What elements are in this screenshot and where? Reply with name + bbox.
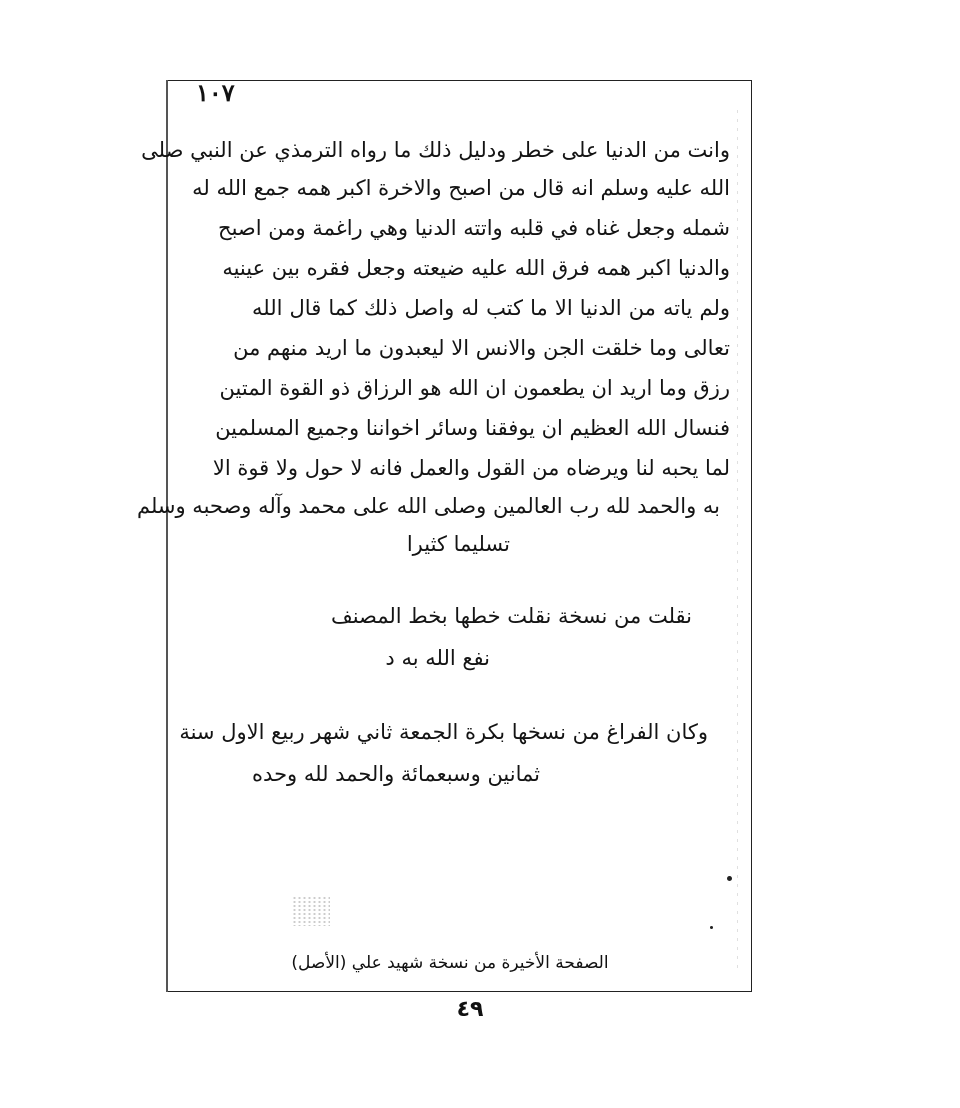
folio-number: ١٠٧ — [196, 78, 235, 107]
scan-speckle — [292, 896, 330, 926]
date-line: وكان الفراغ من نسخها بكرة الجمعة ثاني شهر ربيع الاول سنة — [179, 720, 708, 744]
body-line: به والحمد لله رب العالمين وصلى الله على محمد وآله وصحبه وسلم — [136, 494, 720, 518]
body-line: شمله وجعل غناه في قلبه واتته الدنيا وهي راغمة ومن اصبح — [218, 216, 730, 240]
colophon-line: نفع الله به د — [385, 646, 490, 670]
body-line: لما يحبه لنا ويرضاه من القول والعمل فانه لا حول ولا قوة الا — [212, 456, 730, 480]
scan-dot — [727, 876, 732, 881]
body-line: وانت من الدنيا على خطر ودليل ذلك ما رواه الترمذي عن النبي صلى — [141, 138, 730, 162]
scan-edge-line — [737, 110, 738, 970]
body-line: الله عليه وسلم انه قال من اصبح والاخرة اكبر همه جمع الله له — [192, 176, 730, 200]
body-line: تعالى وما خلقت الجن والانس الا ليعبدون ما اريد منهم من — [233, 336, 730, 360]
date-line: ثمانين وسبعمائة والحمد لله وحده — [252, 762, 540, 786]
body-line: تسليما كثيرا — [406, 532, 510, 556]
frame-left-edge — [166, 80, 176, 992]
figure-caption: الصفحة الأخيرة من نسخة شهيد علي (الأصل) — [291, 953, 609, 973]
scan-dot — [710, 926, 713, 929]
body-line: والدنيا اكبر همه فرق الله عليه ضيعته وجعل فقره بين عينيه — [222, 256, 730, 280]
colophon-line: نقلت من نسخة نقلت خطها بخط المصنف — [330, 604, 692, 628]
page-number: ٤٩ — [456, 997, 484, 1022]
body-line: ولم ياته من الدنيا الا ما كتب له واصل ذلك كما قال الله — [252, 296, 730, 320]
body-line: رزق وما اريد ان يطعمون ان الله هو الرزاق ذو القوة المتين — [219, 376, 730, 400]
body-line: فنسال الله العظيم ان يوفقنا وسائر اخواننا وجميع المسلمين — [215, 416, 730, 440]
